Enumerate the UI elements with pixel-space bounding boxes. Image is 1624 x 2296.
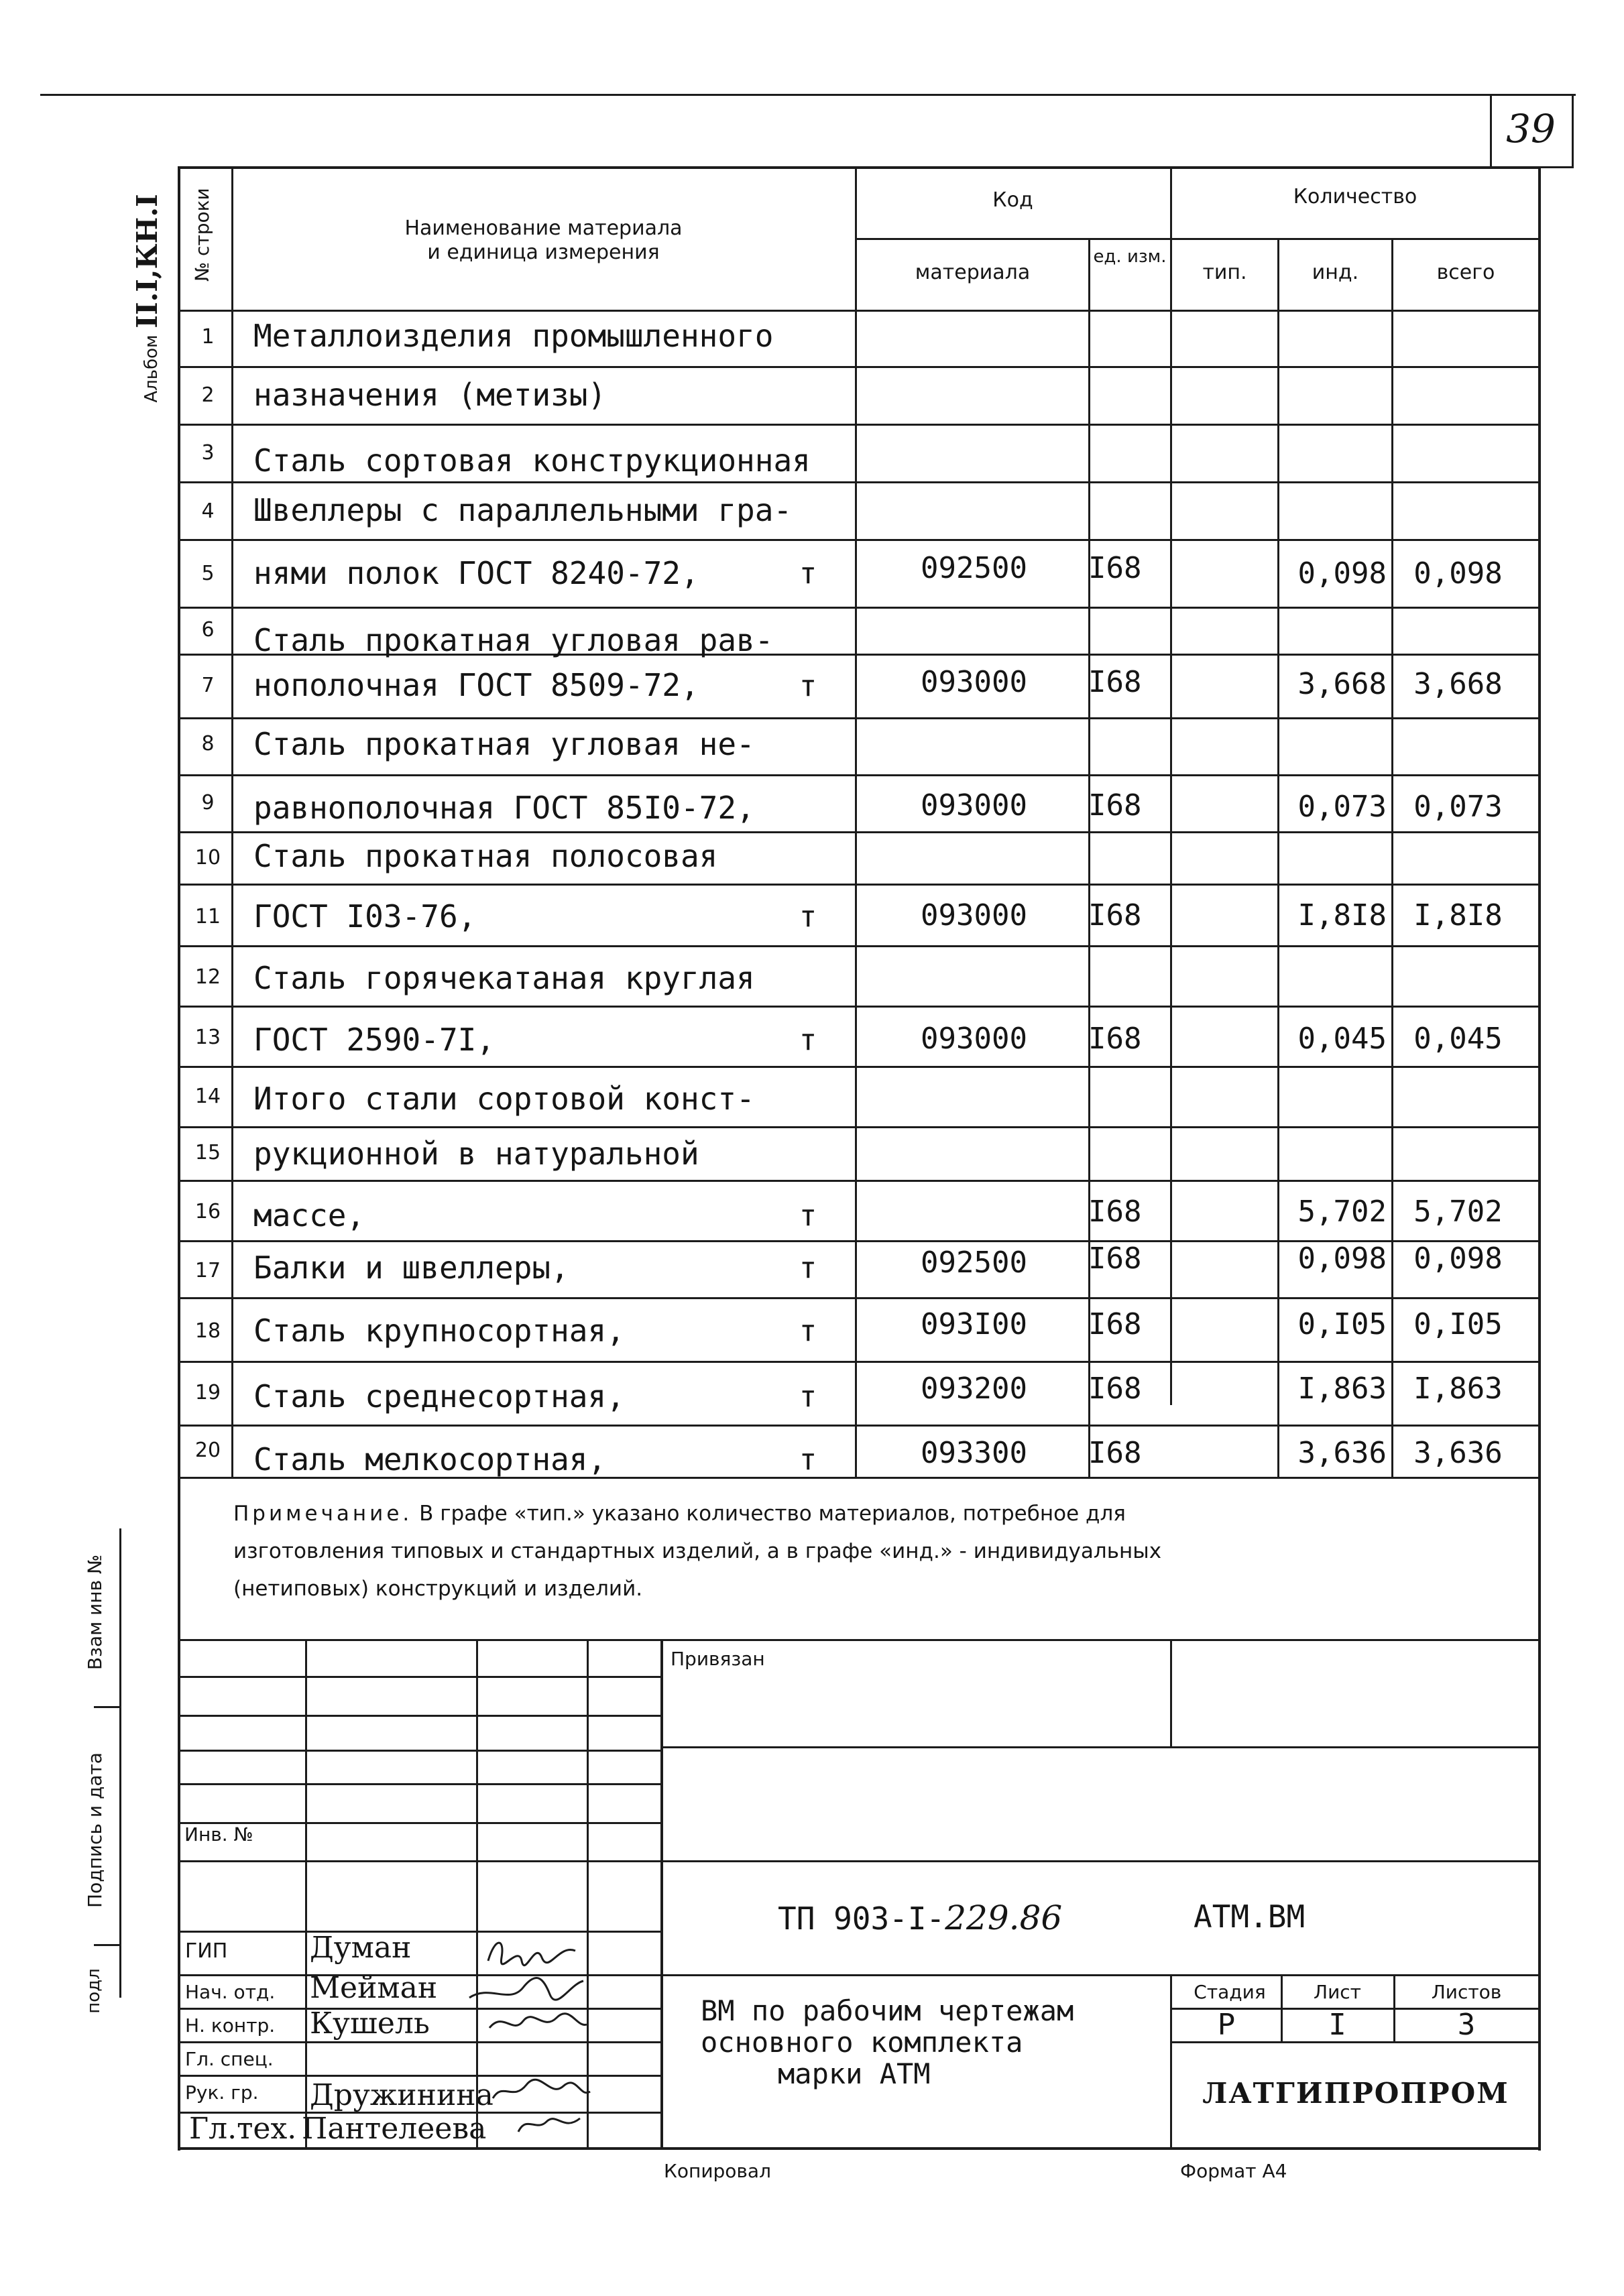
row-number: 3 — [201, 441, 215, 465]
row-name: Балки и швеллеры, — [253, 1250, 569, 1286]
doc-code-prefix: ТП 903-I- — [778, 1900, 945, 1937]
row-unit-code: I68 — [1088, 551, 1142, 585]
row-qty-total: I,863 — [1413, 1372, 1503, 1406]
privyazan-label: Привязан — [671, 1648, 765, 1670]
row-code: 093000 — [921, 788, 1027, 823]
row-number: 13 — [194, 1026, 221, 1049]
header-code-material: материала — [915, 261, 1031, 284]
row-qty-ind: 0,098 — [1297, 556, 1387, 591]
row-number: 1 — [201, 325, 215, 349]
row-qty-ind: 0,073 — [1297, 790, 1387, 824]
row-code: 093200 — [921, 1372, 1027, 1406]
sheets-label: Листов — [1431, 1981, 1502, 2003]
person-name: Мейман — [310, 1971, 438, 2005]
row-code: 093000 — [921, 898, 1027, 932]
person-name: Пантелеева — [302, 2112, 487, 2146]
stamp-divider — [94, 1944, 121, 1946]
row-unit-code: I68 — [1088, 665, 1142, 699]
row-code: 093000 — [921, 665, 1027, 699]
row-name: равнополочная ГОСТ 85I0-72, — [253, 790, 755, 826]
row-name: массе, — [253, 1197, 365, 1233]
stage-value: Р — [1217, 2008, 1236, 2042]
footer-format: Формат А4 — [1180, 2160, 1287, 2182]
desc-line-1: ВМ по рабочим чертежам — [701, 1994, 1074, 2027]
row-qty-total: 0,045 — [1413, 1022, 1503, 1056]
desc-line-3: марки АТМ — [778, 2057, 931, 2090]
row-name: назначения (метизы) — [253, 377, 607, 413]
row-unit-code: I68 — [1088, 1242, 1142, 1276]
role-label: Гл. спец. — [185, 2048, 274, 2070]
row-name: ГОСТ 2590-7I, — [253, 1022, 496, 1058]
row-number: 14 — [194, 1085, 221, 1108]
sheets-value: 3 — [1457, 2008, 1476, 2042]
album-label: Альбом — [141, 335, 162, 403]
doc-code-handwritten: 229.86 — [945, 1898, 1063, 1937]
row-unit: т — [799, 1251, 817, 1285]
stage-label: Стадия — [1194, 1981, 1266, 2003]
stamp-podpis: Подпись и дата — [84, 1752, 106, 1908]
row-qty-total: 5,702 — [1413, 1195, 1503, 1229]
row-number: 19 — [194, 1381, 221, 1404]
row-number: 8 — [201, 732, 215, 756]
left-stamp-rule — [119, 1528, 121, 1998]
header-name-line2: и единица измерения — [427, 241, 660, 264]
signature-icon — [483, 2004, 590, 2041]
row-unit: т — [799, 900, 817, 934]
row-name: Сталь прокатная полосовая — [253, 838, 718, 874]
row-unit-code: I68 — [1088, 1307, 1142, 1341]
row-name: нополочная ГОСТ 8509-72, — [253, 667, 699, 703]
row-name: Сталь среднесортная, — [253, 1378, 625, 1414]
note-text-1: В графе «тип.» указано количество материалов, потребное для — [419, 1502, 1126, 1526]
role-label: Нач. отд. — [185, 1981, 276, 2003]
row-unit-code: I68 — [1088, 1022, 1142, 1056]
row-name: Сталь мелкосортная, — [253, 1441, 607, 1477]
row-unit: т — [799, 1380, 817, 1414]
header-qty-total: всего — [1436, 261, 1495, 284]
sheet-label: Лист — [1314, 1981, 1361, 2003]
row-unit: т — [799, 1314, 817, 1348]
row-name: Сталь прокатная угловая рав- — [253, 622, 774, 658]
header-code: Код — [992, 188, 1033, 212]
role-label: Рук. гр. — [185, 2081, 259, 2104]
row-number: 9 — [201, 791, 215, 814]
stamp-divider — [94, 1706, 121, 1708]
person-name: Дружинина — [310, 2078, 494, 2112]
note-line-3: (нетиповых) конструкций и изделий. — [233, 1577, 643, 1601]
row-number: 2 — [201, 383, 215, 407]
row-code: 093300 — [921, 1436, 1027, 1470]
row-qty-total: I,8I8 — [1413, 898, 1503, 932]
top-rule — [40, 94, 1576, 96]
row-unit: т — [799, 1199, 817, 1233]
row-number: 17 — [194, 1259, 221, 1282]
note-line-2: изготовления типовых и стандартных изделий, а в графе «инд.» - индивидуальных — [233, 1539, 1162, 1563]
row-qty-total: 0,I05 — [1413, 1307, 1503, 1341]
row-qty-total: 3,668 — [1413, 667, 1503, 701]
row-name: нями полок ГОСТ 8240-72, — [253, 555, 699, 591]
row-qty-ind: 0,I05 — [1297, 1307, 1387, 1341]
role-label: Н. контр. — [185, 2014, 276, 2037]
row-number: 6 — [201, 618, 215, 642]
row-qty-ind: 0,045 — [1297, 1022, 1387, 1056]
row-name: Металлоизделия промышленного — [253, 318, 774, 354]
row-number: 18 — [194, 1319, 221, 1343]
row-unit-code: I68 — [1088, 788, 1142, 823]
row-number: 16 — [194, 1200, 221, 1223]
header-code-unit: ед. изм. — [1093, 247, 1167, 267]
header-name-line1: Наименование материала — [404, 217, 683, 240]
album-value: II.I,КН.I — [131, 194, 164, 328]
person-name: Кушель — [310, 2006, 430, 2041]
person-name: Думан — [310, 1931, 412, 1965]
row-code: 092500 — [921, 1246, 1027, 1280]
row-unit: т — [799, 1443, 817, 1477]
row-qty-total: 0,073 — [1413, 790, 1503, 824]
stamp-vzam: Взам инв № — [84, 1554, 106, 1671]
stamp-podl: подл — [84, 1968, 104, 2014]
row-qty-ind: I,8I8 — [1297, 898, 1387, 932]
header-row-no: № строки — [191, 188, 213, 282]
row-number: 7 — [201, 674, 215, 697]
row-qty-ind: 3,636 — [1297, 1436, 1387, 1470]
doc-code — [778, 1898, 1062, 1937]
row-code: 092500 — [921, 551, 1027, 585]
row-unit-code: I68 — [1088, 1436, 1142, 1470]
footer-copied: Копировал — [664, 2160, 771, 2182]
sheet-value: I — [1328, 2008, 1346, 2042]
row-unit: т — [799, 556, 817, 591]
row-code: 093000 — [921, 1022, 1027, 1056]
row-name: Сталь сортовая конструкционная — [253, 442, 811, 479]
header-qty-ind: инд. — [1312, 261, 1359, 284]
note-bottom-rule — [178, 1639, 1541, 1641]
row-qty-total: 0,098 — [1413, 1242, 1503, 1276]
desc-line-2: основного комплекта — [701, 2026, 1023, 2059]
row-name: Итого стали сортовой конст- — [253, 1081, 755, 1117]
row-number: 15 — [194, 1141, 221, 1164]
role-label: ГИП — [185, 1939, 228, 1963]
row-name: ГОСТ I03-76, — [253, 898, 477, 934]
row-number: 11 — [194, 905, 221, 928]
row-qty-ind: I,863 — [1297, 1372, 1387, 1406]
row-number: 20 — [194, 1439, 221, 1462]
organization-name: ЛАТГИПРОПРОМ — [1202, 2077, 1509, 2110]
row-name: Сталь горячекатаная круглая — [253, 960, 755, 996]
header-qty: Количество — [1293, 185, 1417, 208]
row-name: рукционной в натуральной — [253, 1136, 699, 1172]
row-qty-total: 3,636 — [1413, 1436, 1503, 1470]
album-stamp — [131, 184, 178, 412]
row-name: Сталь прокатная угловая не- — [253, 726, 755, 762]
row-number: 4 — [201, 499, 215, 523]
row-qty-ind: 5,702 — [1297, 1195, 1387, 1229]
row-unit-code: I68 — [1088, 1372, 1142, 1406]
row-qty-ind: 0,098 — [1297, 1242, 1387, 1276]
row-unit-code: I68 — [1088, 898, 1142, 932]
doc-mark: АТМ.ВМ — [1194, 1898, 1306, 1935]
note-line-1 — [233, 1502, 1126, 1526]
inv-no-label: Инв. № — [184, 1823, 253, 1846]
row-name: Сталь крупносортная, — [253, 1313, 625, 1349]
row-unit-code: I68 — [1088, 1195, 1142, 1229]
row-qty-total: 0,098 — [1413, 556, 1503, 591]
row-number: 12 — [194, 965, 221, 989]
role-label: Гл.тех. — [189, 2112, 297, 2146]
header-qty-typ: тип. — [1202, 261, 1247, 284]
signature-icon — [481, 1931, 582, 1971]
row-unit: т — [799, 669, 817, 703]
row-number: 5 — [201, 562, 215, 585]
page-number: 39 — [1506, 106, 1556, 152]
row-number: 10 — [194, 846, 221, 869]
note-title: Примечание. — [233, 1502, 413, 1526]
row-name: Швеллеры с параллельными гра- — [253, 492, 793, 528]
signature-icon — [513, 2105, 587, 2142]
row-code: 093I00 — [921, 1307, 1027, 1341]
row-qty-ind: 3,668 — [1297, 667, 1387, 701]
row-unit: т — [799, 1023, 817, 1057]
